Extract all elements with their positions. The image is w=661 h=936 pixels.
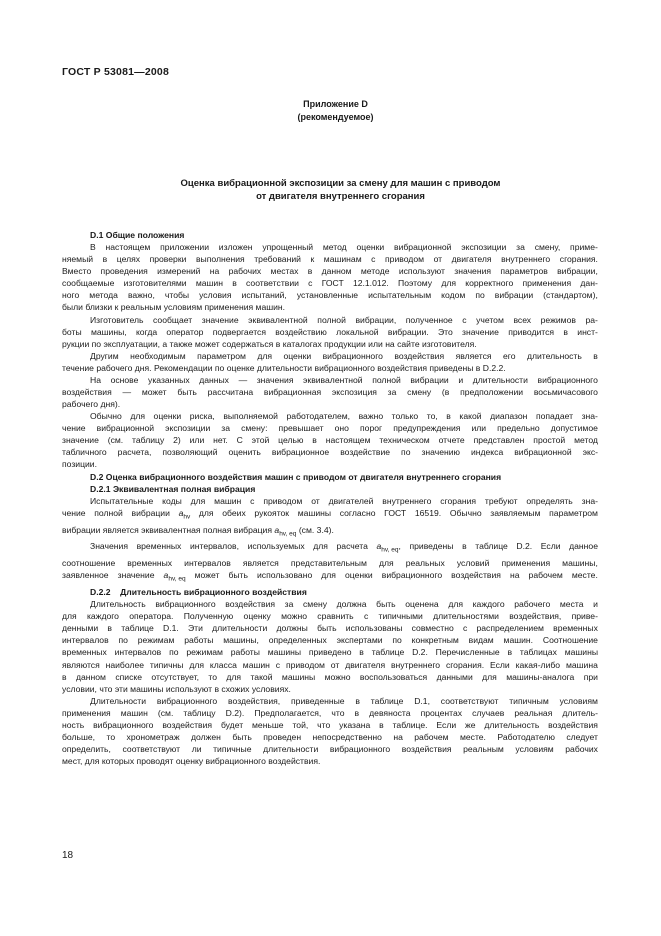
body-line: Длительность вибрационного воздействия за смену должна быть оценена для каждого рабочего места и xyxy=(90,599,598,610)
document-title-line-1: Оценка вибрационной экспозиции за смену для машин с приводом xyxy=(180,178,501,189)
body-line: В настоящем приложении изложен упрощенный метод оценки вибрационной экспозиции за смену, приме- xyxy=(90,242,598,253)
body-line: На основе указанных данных — значения эквивалентной полной вибрации и длительности вибрационного xyxy=(90,374,598,385)
body-line: для каждого оператора. Полученную оценку можно сравнить с типичными длительностями воздействия, приве- xyxy=(62,611,598,622)
body-line: заявленное значение $a_{hv, eq}$ может быть использовано для оценки вибрационного воздействия на рабочем месте. xyxy=(62,570,598,583)
body-text xyxy=(62,229,598,767)
body-line: чение вибрационной экспозиции за смену: превышает оно порог предупреждения или предельно допустимое xyxy=(62,423,598,434)
body-line: применения машин (см. таблицу D.2). Предполагается, что в девяноста процентах случаев реальная длитель- xyxy=(62,707,598,718)
body-line: Испытательные коды для машин с приводом от двигателей внутреннего сгорания требуют определять зна- xyxy=(90,495,598,506)
body-line: условии, что эти машины используют в схожих условиях. xyxy=(62,683,291,694)
body-line: течение рабочего дня. Рекомендации по оценке длительности вибрационного воздействия приведены в D.2.2. xyxy=(62,362,506,373)
body-line: соотношение временных интервалов является представительным для реальных условий применения машины, xyxy=(62,558,598,569)
body-line: табличного расчета, позволяющий оценить вибрационное воздействие по значению индекса вибрационной экс- xyxy=(62,447,598,458)
body-line: Вместо проведения измерений на рабочих местах в данном методе используют значения параметров вибрации, xyxy=(62,266,598,277)
body-line: Другим необходимым параметром для оценки вибрационного воздействия является его длительность в xyxy=(90,350,598,361)
body-line: интервалов по режимам работы машины, определенных экспертами по конкретным видам машин. Соотношение xyxy=(62,635,598,646)
body-line: рукции по эксплуатации, а также может содержаться в каталогах продукции или на сайте изготовителя. xyxy=(62,338,477,349)
body-line: D.2.2 Длительность вибрационного воздействия xyxy=(90,587,307,598)
document-title xyxy=(0,177,661,203)
body-line: временных интервалов по режимам работы машины приведено в таблице D.2. Перечисленные в таблицах машины xyxy=(62,647,598,658)
body-line: сообщаемые изготовителями машин в соответствии с ГОСТ 12.1.012. Поэтому для корректного применения дан- xyxy=(62,278,598,289)
body-line: позиции. xyxy=(62,459,97,470)
body-line: Обычно для оценки риска, выполняемой работодателем, важно только то, в какой диапазон попадает зна- xyxy=(90,411,598,422)
body-line: Значения временных интервалов, используемых для расчета $a_{hv, eq}$, приведены в таблице D.2. Если данное xyxy=(90,541,598,555)
annex-title: Приложение D xyxy=(303,99,368,109)
body-line: воздействия — может быть рассчитана вибрационная экспозиция за смену (в предположении восьмичасового xyxy=(62,387,598,398)
body-line: рабочего дня). xyxy=(62,399,121,410)
body-line: являются наиболее типичны для класса машин с приводом от двигателя внутреннего сгорания. Если какая-либо машина xyxy=(62,659,598,670)
body-line: ного метода важно, чтобы условия испытаний, установленные испытательным кодом по вибрации (стандартом), xyxy=(62,290,598,301)
body-line: ность вибрационного воздействия будет меньше той, что указана в таблице. Если же длительность воздействия xyxy=(62,719,598,730)
document-title-line-2: от двигателя внутреннего сгорания xyxy=(256,191,425,202)
body-line: D.2.1 Эквивалентная полная вибрация xyxy=(90,483,256,494)
body-line: няемый в целях проверки выполнения требований к машинам с приводом от двигателя внутреннего сгорания. xyxy=(62,254,598,265)
annex-status: (рекомендуемое) xyxy=(297,111,374,122)
body-line: мест, для которых проводят оценку вибрационного воздействия. xyxy=(62,756,321,767)
body-line: в данном списке отсутствует, то для такой машины можно воспользоваться данными для машины-аналога при xyxy=(62,671,598,682)
body-line: боты машины, когда оператор подвергается воздействию локальной вибрации. Это значение приводится в инст- xyxy=(62,326,598,337)
body-line: вибрации является эквивалентная полная вибрация $a_{hv, eq}$ (см. 3.4). xyxy=(62,524,334,538)
body-line: Изготовитель сообщает значение эквивалентной полной вибрации, полученное с учетом всех режимов ра- xyxy=(90,314,598,325)
annex-heading xyxy=(0,98,661,123)
body-line: больше, то хронометраж должен быть проведен непосредственно на рабочем месте. Работодателю следует xyxy=(62,732,598,742)
body-line: определить, соответствуют ли типичные длительности вибрационного воздействия реальным условиям рабочих xyxy=(62,744,598,755)
body-line: были близки к реальным условиям применения машин. xyxy=(62,302,286,313)
page-number: 18 xyxy=(62,850,74,861)
body-line: Длительности вибрационного воздействия, приведенные в таблице D.1, соответствуют типичным условиям xyxy=(90,695,598,706)
body-line: денными в таблице D.1. Эти длительности должны быть использованы совместно с распределением временных xyxy=(62,623,598,634)
standard-code: ГОСТ Р 53081—2008 xyxy=(62,66,170,78)
body-line: чение полной вибрации $a_{hv}$ для обеих рукояток машины согласно ГОСТ 16519. Обычно заявляемым параметром xyxy=(62,507,598,521)
body-line: D.2 Оценка вибрационного воздействия машин с приводом от двигателя внутреннего сгорания xyxy=(90,471,502,482)
body-line: значение (см. таблицу 2) или нет. С этой целью в настоящем техническом отчете представлен простой метод xyxy=(62,435,598,446)
body-line: D.1 Общие положения xyxy=(90,230,185,240)
